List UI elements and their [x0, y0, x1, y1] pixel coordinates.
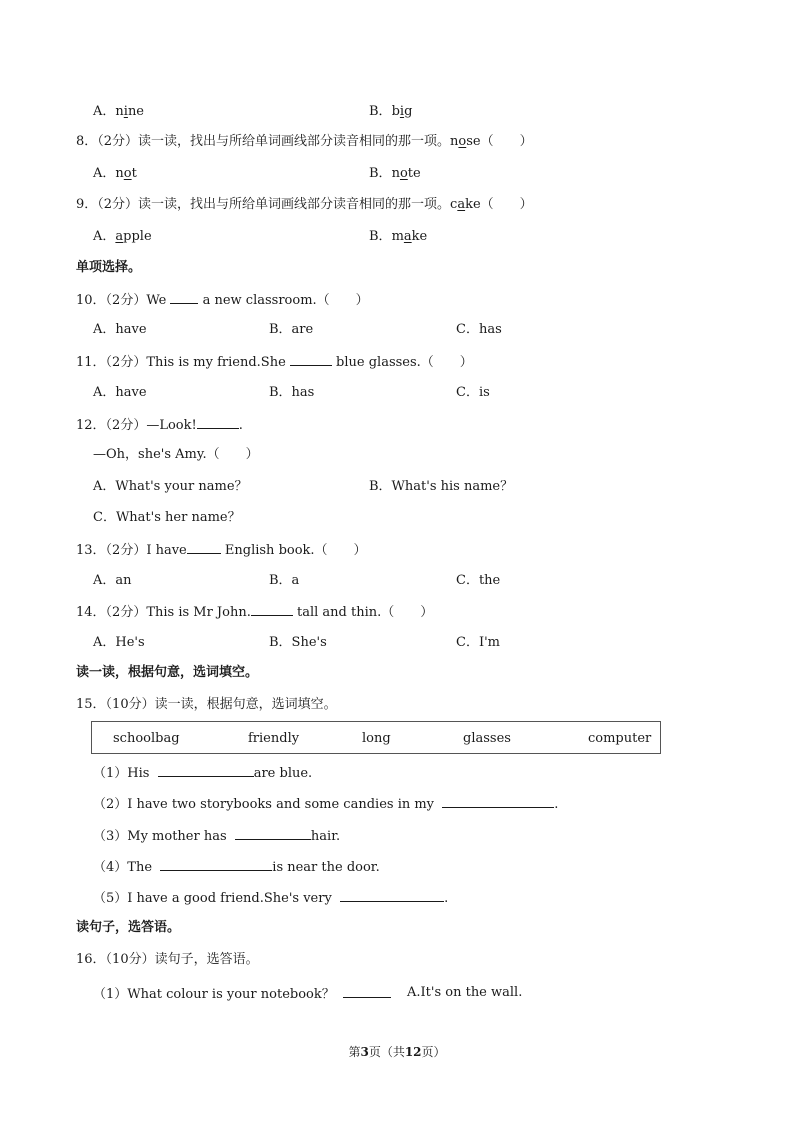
- page-total: 12: [404, 1045, 422, 1059]
- q11-option-c: C．is: [456, 385, 490, 400]
- q10-stem: 10．（2分）We a new classroom.（ ）: [76, 293, 369, 308]
- q16-stem: 16．（10分）读句子，选答语。: [76, 952, 259, 967]
- q15-sentence-2: （2）I have two storybooks and some candies in my .: [93, 797, 559, 812]
- word-bank-item: glasses: [463, 731, 511, 746]
- q13-option-b: B．a: [269, 573, 300, 588]
- q14-option-b: B．She's: [269, 635, 327, 650]
- q15-sentence-4: （4）The is near the door.: [93, 860, 380, 875]
- q8-option-b: B．note: [369, 166, 421, 181]
- q13-option-c: C．the: [456, 573, 501, 588]
- q7-option-b: B．big: [369, 104, 413, 119]
- q16-blank-1[interactable]: [343, 985, 391, 998]
- section-heading-read-sentences: 读句子，选答语。: [76, 920, 181, 935]
- q12-blank[interactable]: [197, 416, 239, 429]
- q7-option-a: A．nine: [93, 104, 145, 119]
- q10-option-a: A．have: [93, 322, 147, 337]
- q15-blank-3[interactable]: [235, 827, 311, 840]
- word-bank-item: friendly: [248, 731, 300, 746]
- q9-stem: 9．（2分）读一读，找出与所给单词画线部分读音相同的那一项。cake（ ）: [76, 197, 533, 212]
- q11-option-a: A．have: [93, 385, 147, 400]
- word-bank: [91, 721, 661, 754]
- q15-blank-5[interactable]: [340, 889, 444, 902]
- q10-option-c: C．has: [456, 322, 502, 337]
- q9-option-a: A．apple: [93, 229, 152, 244]
- q14-option-a: A．He's: [93, 635, 145, 650]
- q15-blank-1[interactable]: [158, 764, 254, 777]
- q12-option-c: C．What's her name？: [93, 510, 241, 525]
- section-heading-single-choice: 单项选择。: [76, 260, 142, 275]
- q8-stem: 8．（2分）读一读，找出与所给单词画线部分读音相同的那一项。nose（ ）: [76, 134, 533, 149]
- section-heading-fill-words: 读一读，根据句意，选词填空。: [76, 665, 259, 680]
- q13-stem: 13．（2分）I have English book.（ ）: [76, 543, 367, 558]
- q16-sentence-1: （1）What colour is your notebook？: [93, 985, 391, 1003]
- q8-option-a: A．not: [93, 166, 137, 181]
- word-bank-item: computer: [588, 731, 652, 746]
- q11-blank[interactable]: [290, 353, 332, 366]
- q15-sentence-3: （3）My mother has hair.: [93, 829, 341, 844]
- q15-sentence-5: （5）I have a good friend.She's very .: [93, 891, 449, 906]
- q14-blank[interactable]: [251, 603, 293, 616]
- q12-option-b: B．What's his name？: [369, 479, 514, 494]
- q14-stem: 14．（2分）This is Mr John. tall and thin.（ ）: [76, 605, 434, 620]
- q15-blank-4[interactable]: [160, 858, 272, 871]
- word-bank-item: schoolbag: [113, 731, 180, 746]
- q12-reply: —Oh，she's Amy.（ ）: [93, 447, 259, 462]
- q14-option-c: C．I'm: [456, 635, 500, 650]
- q15-stem: 15．（10分）读一读，根据句意，选词填空。: [76, 697, 337, 712]
- q16-answer-a: A.It's on the wall.: [407, 985, 523, 1000]
- q13-option-a: A．an: [93, 573, 132, 588]
- q15-sentence-1: （1）His are blue.: [93, 766, 313, 781]
- q11-stem: 11．（2分）This is my friend.She blue glasses.（ ）: [76, 355, 473, 370]
- q15-blank-2[interactable]: [442, 795, 554, 808]
- q10-blank[interactable]: [170, 291, 198, 304]
- q10-option-b: B．are: [269, 322, 314, 337]
- q13-blank[interactable]: [187, 541, 221, 554]
- q12-option-a: A．What's your name？: [93, 479, 248, 494]
- word-bank-item: long: [362, 731, 391, 746]
- q11-option-b: B．has: [269, 385, 315, 400]
- q12-stem: 12．（2分）—Look! .: [76, 418, 243, 433]
- q9-option-b: B．make: [369, 229, 428, 244]
- page-footer: 第3页（共12页）: [348, 1045, 446, 1059]
- page-number: 3: [360, 1045, 369, 1059]
